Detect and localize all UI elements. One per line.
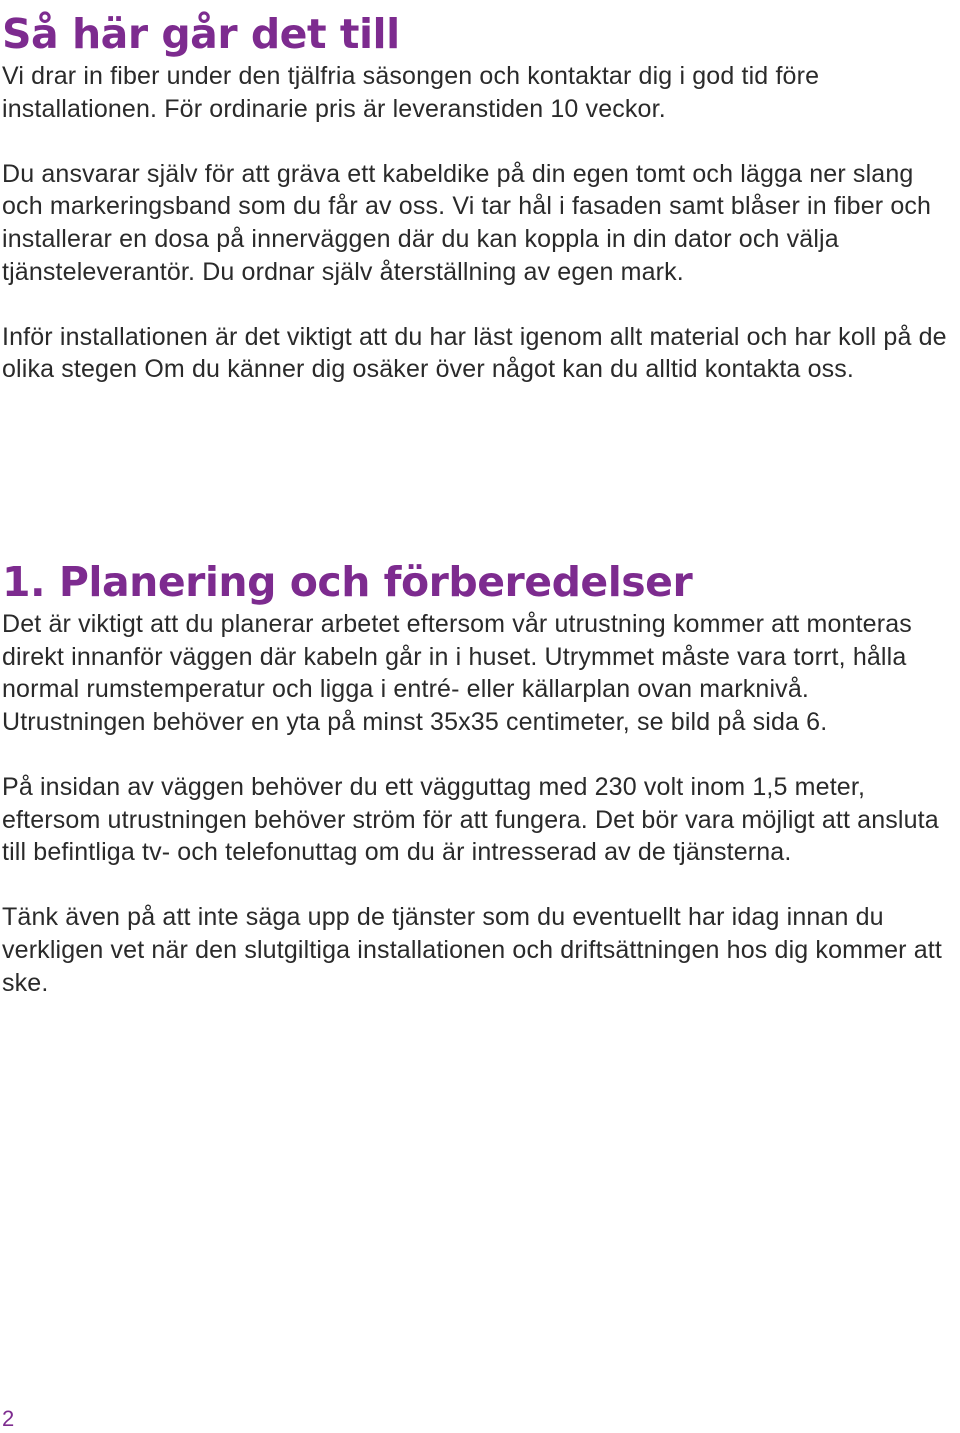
- document-page: [2, 0, 958, 997]
- planning-section: [2, 556, 958, 999]
- intro-paragraph-1: Vi drar in fiber under den tjälfria säsongen och kontaktar dig i god tid före installationen. För ordinarie pris är leveranstiden 10 veckor.: [2, 62, 820, 123]
- intro-paragraph-3: Inför installationen är det viktigt att du har läst igenom allt material och har koll på de olika stegen Om du känner dig osäker över något kan du alltid kontakta oss.: [2, 322, 947, 384]
- intro-section: [2, 8, 958, 386]
- planning-paragraph-2: På insidan av väggen behöver du ett vägguttag med 230 volt inom 1,5 meter, eftersom utrustningen behöver ström för att fungera. Det bör vara möjligt att ansluta till befintliga tv- och telefonuttag om du är intresserad av de tjänsterna.: [2, 772, 939, 867]
- intro-paragraph-2: Du ansvarar själv för att gräva ett kabeldike på din egen tomt och lägga ner slang och markeringsband som du får av oss. Vi tar hål i fasaden samt blåser in fiber och installerar en dosa på innerväggen där du kan koppla in din dator och välja tjänsteleverantör. Du ordnar själv återställning av egen mark.: [2, 159, 932, 286]
- planning-paragraph-1: Det är viktigt att du planerar arbetet eftersom vår utrustning kommer att monteras direkt innanför väggen där kabeln går in i huset. Utrymmet måste vara torrt, hålla normal rumstemperatur och ligga i entré- eller källarplan ovan marknivå. Utrustningen behöver en yta på minst 35x35 centimeter, se bild på sida 6.: [2, 610, 912, 736]
- page-title: Så här går det till: [2, 10, 400, 58]
- page-number: 2: [2, 1406, 15, 1431]
- planning-paragraph-3: Tänk även på att inte säga upp de tjänster som du eventuellt har idag innan du verkligen vet när den slutgiltiga installationen och driftsättningen hos dig kommer att ske.: [2, 903, 942, 997]
- section-heading: 1. Planering och förberedelser: [2, 558, 693, 606]
